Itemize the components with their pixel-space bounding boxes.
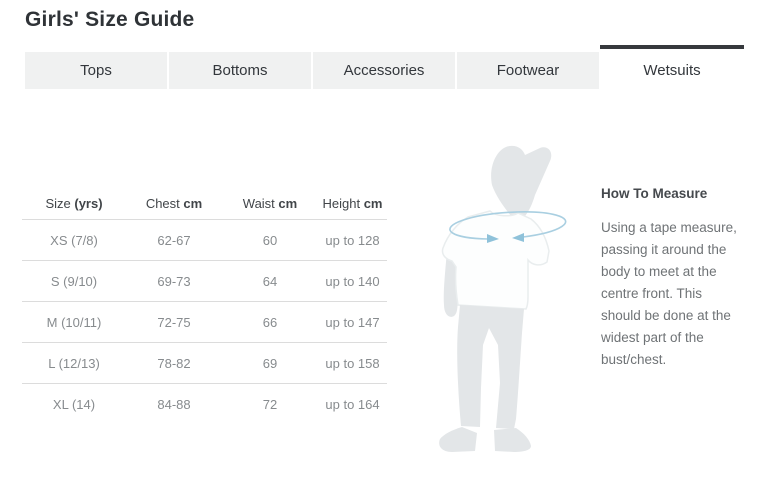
tab-label: Tops [80,62,112,79]
table-cell: 60 [262,232,278,248]
tab-bar [25,52,745,89]
page-title: Girls' Size Guide [25,8,195,31]
table-row [22,302,387,343]
table-cell: 84-88 [157,397,191,412]
tab-footwear[interactable] [457,52,599,89]
column-header: Chest cm [145,196,203,211]
table-cell: XL (14) [52,397,96,412]
table-cell: 66 [262,314,278,330]
table-cell: up to 128 [325,232,380,248]
table-cell: L (12/13) [48,355,100,371]
tab-label: Accessories [343,62,425,79]
table-cell: 62-67 [157,232,191,248]
table-row [22,261,387,302]
tab-tops[interactable] [25,52,167,89]
tab-label: Bottoms [212,62,268,79]
tab-accessories[interactable] [313,52,455,89]
table-row [22,220,387,261]
size-table-header-row [22,188,387,220]
how-to-measure-heading: How To Measure [601,186,708,201]
table-cell: up to 147 [325,314,380,330]
table-cell: 69 [262,355,278,371]
size-table-body [22,220,387,425]
tab-label: Footwear [496,62,560,79]
table-row [22,343,387,384]
how-to-measure-section [601,186,743,371]
how-to-measure-text: Using a tape measure, passing it around the body to meet at the centre front. This should be done at the widest part of the bust/chest. [601,220,737,367]
tab-wetsuits[interactable] [601,52,743,89]
tab-label: Wetsuits [643,62,701,79]
column-header: Waist cm [242,196,298,211]
table-cell: up to 140 [325,273,380,289]
table-cell: 69-73 [157,273,191,289]
table-cell: M (10/11) [46,314,102,330]
active-tab-indicator [600,45,744,49]
column-header: Height cm [322,196,383,211]
table-row [22,384,387,425]
table-cell: 64 [262,273,278,289]
table-cell: up to 164 [325,397,380,412]
column-header: Size (yrs) [45,196,103,211]
table-cell: XS (7/8) [50,232,98,248]
table-cell: S (9/10) [50,273,98,289]
table-cell: 78-82 [157,355,191,371]
tab-bottoms[interactable] [169,52,311,89]
table-cell: 72 [262,397,278,412]
table-cell: up to 158 [325,355,380,371]
table-cell: 72-75 [157,314,191,330]
chest-measurement-figure-icon [428,133,588,463]
size-table [22,188,387,425]
